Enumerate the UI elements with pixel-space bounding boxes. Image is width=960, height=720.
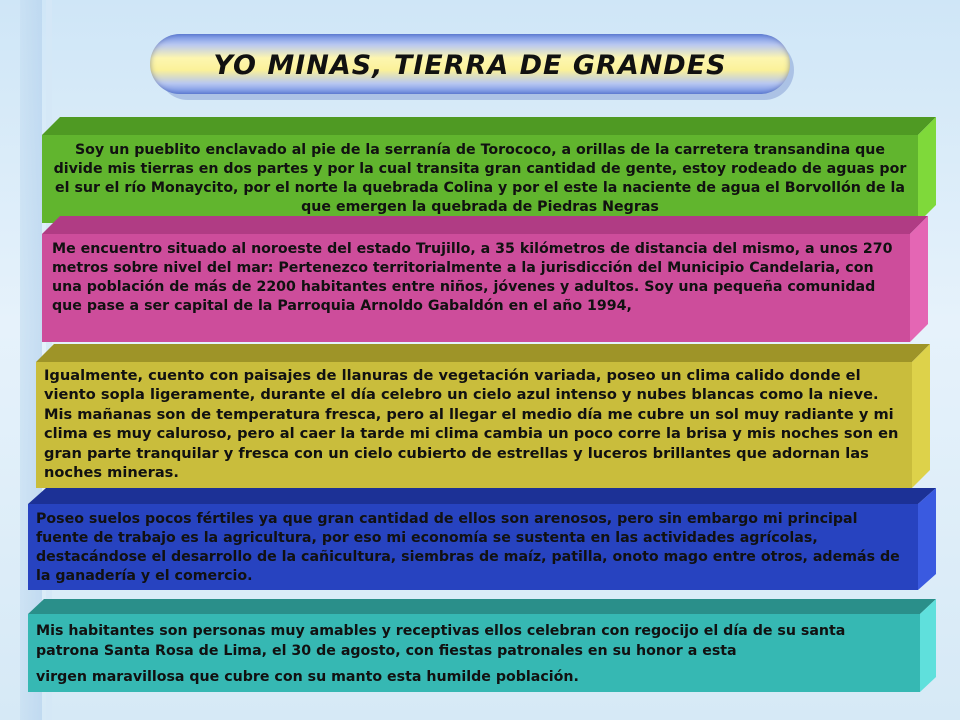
paragraph-situation: Me encuentro situado al noroeste del estado Trujillo, a 35 kilómetros de distancia del mismo, a unos 270 metros sobre nivel del mar: Pertenezco territorialmente a la jurisdicción del Municipio Candelaria, con una población de más de 2200 habitantes entre niños, jóvenes y adultos. Soy una pequeña comunidad que pase a ser capital de la Parroquia Arnoldo Gabaldón en el año 1994, [52,241,893,314]
info-box-situation [42,216,928,342]
paragraph-location: Soy un pueblito enclavado al pie de la serranía de Torococo, a orillas de la carretera transandina que divide mis tierras en dos partes y por la cual transita gran cantidad de gente, estoy rodeado de aguas por el sur el río Monaycito, por el norte la quebrada Colina y por el este la naciente de agua el Borvollón de la que emergen la quebrada de Piedras Negras [53,142,907,215]
box-front [42,135,918,223]
box-front [36,362,912,488]
box-front [28,504,918,590]
info-box-economy [28,488,936,590]
box-front [28,614,920,692]
box-front [42,234,910,342]
info-box-location [42,117,936,223]
info-box-people [28,599,936,692]
paragraph-economy: Poseo suelos pocos fértiles ya que gran cantidad de ellos son arenosos, pero sin embargo mi principal fuente de trabajo es la agricultura, por eso mi economía se sustenta en las actividades agrícolas, destacándose el desarrollo de la cañicultura, siembras de maíz, patilla, onoto mago entre otros, además de la ganadería y el comercio. [36,511,900,584]
info-box-climate [36,344,930,488]
paragraph-people: Mis habitantes son personas muy amables y receptivas ellos celebran con regocijo el día de su santa patrona Santa Rosa de Lima, el 30 de agosto, con fiestas patronales en su honor a esta [36,623,846,659]
page-title: YO MINAS, TIERRA DE GRANDES [213,50,727,81]
paragraph-people-end: virgen maravillosa que cubre con su manto esta humilde población. [36,669,579,685]
paragraph-climate: Igualmente, cuento con paisajes de llanuras de vegetación variada, poseo un clima calido donde el viento sopla ligeramente, durante el día celebro un cielo azul intenso y nubes blancas como la nieve. Mis mañanas son de temperatura fresca, pero al llegar el medio día me cubre un sol muy radiante y mi clima es muy caluroso, pero al caer la tarde mi clima cambia un poco corre la brisa y mis noches son en gran parte tranquilar y fresca con un cielo cubierto de estrellas y luceros brillantes que adornan las noches mineras. [44,367,899,482]
